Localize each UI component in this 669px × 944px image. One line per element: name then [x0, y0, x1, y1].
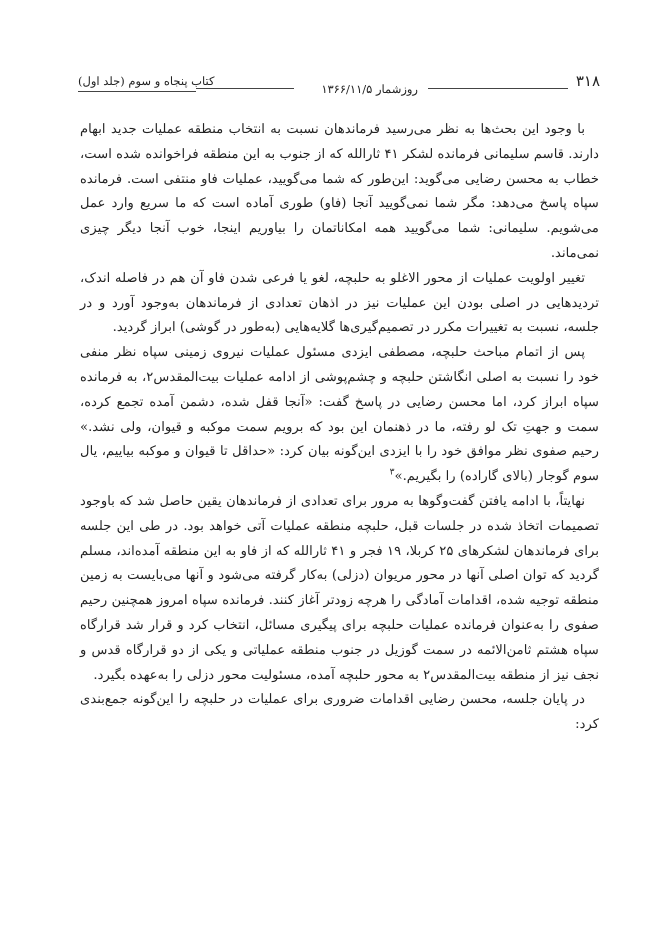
paragraph-text: پس از اتمام مباحث حلبچه، مصطفی ایزدی مسئول عملیات نیروی زمینی سپاه نظر منفی خود را نسبت به اصلی انگاشتن حلبچه و چشم‌پوشی از ادامه عملیات بیت‌المقدس۲، به فرمانده سپاه ابراز کرد، اما محسن رضایی در پاسخ گفت: «آنجا قفل شده، دشمن آمده تجمع کرده، سمت و جهتِ تک لو رفته، ما در ذهنمان این بود که برویم سمت موکبه و قیوان، ولی نشد.» رحیم صفوی نظر موافق خود را با ایزدی این‌گونه بیان کرد: «حداقل تا قیوان و موکبه بیاییم، یال سوم گوجار (بالای گاراده) را بگیریم.» — [80, 345, 599, 485]
header-rule — [428, 88, 568, 89]
paragraph: نهایتاً، با ادامه یافتن گفت‌وگوها به مرور برای تعدادی از فرماندهان یقین حاصل شد که باوجود تصمیمات اتخاذ شده در جلسات قبل، حلبچه منطقه عملیات آتی خواهد بود. در طی این جلسه برای فرماندهان لشکرهای ۲۵ کربلا، ۱۹ فجر و ۴۱ ثارالله که از فاو به این منطقه آمده‌اند، مسلم گردید که توان اصلی آنها در محور مریوان (دزلی) به‌کار گرفته می‌شود و آنها می‌بایست به زمین منطقه توجیه شده، اقدامات آمادگی را هرچه زودتر آغاز کنند. فرمانده سپاه امروز همچنین رحیم صفوی را به‌عنوان فرمانده عملیات حلبچه برای پیگیری مسائل، انتخاب کرد و قرار شد قرارگاه سپاه هشتم ثامن‌الائمه در سمت گوزیل در جنوب منطقه عملیاتی و یکی از دو قرارگاه قدس و نجف نیز از منطقه بیت‌المقدس۲ به محور حلبچه آمده، مسئولیت محور دزلی را به‌عهده بگیرد. — [80, 493, 600, 683]
paragraph: در پایان جلسه، محسن رضایی اقدامات ضروری برای عملیات در حلبچه را این‌گونه جمع‌بندی کرد: — [80, 692, 599, 733]
footnote-marker: ۳ — [389, 467, 395, 478]
header-rule — [78, 91, 196, 92]
paragraph — [80, 341, 599, 490]
header-rule — [196, 88, 294, 89]
body-text — [80, 118, 599, 738]
paragraph: با وجود این بحث‌ها به نظر می‌رسید فرماندهان نسبت به انتخاب منطقه عملیات جدید ابهام دارند. قاسم سلیمانی فرمانده لشکر ۴۱ ثارالله که از جنوب به این منطقه فراخوانده شده است، خطاب به محسن رضایی می‌گوید: این‌طور که شما می‌گویید، عملیات فاو منتفی است. فرمانده سپاه پاسخ می‌دهد: مگر شما نمی‌گویید آنجا (فاو) طوری آماده است که ما سریع وارد عمل می‌شویم. سلیمانی: شما می‌گویید همه امکاناتمان را بیاوریم اینجا، خوب آنجا دیگر چیزی نمی‌ماند. — [80, 122, 599, 261]
book-title: کتاب پنجاه و سوم (جلد اول) — [78, 74, 215, 88]
paragraph: تغییر اولویت عملیات از محور الاغلو به حلبچه، لغو یا فرعی شدن فاو آن هم در فاصله اندک، تردیدهایی در اصلی بودن این عملیات نیز در اذهان تعدادی از فرماندهان به‌وجود آورد و در جلسه، نسبت به تغییرات مکرر در تصمیم‌گیری‌ها گلایه‌هایی (به‌طور در گوشی) ابراز گردید. — [80, 270, 599, 336]
running-header — [78, 72, 600, 98]
page-number: ۳۱۸ — [575, 72, 600, 90]
diary-date: روزشمار ۱۳۶۶/۱۱/۵ — [321, 82, 418, 96]
